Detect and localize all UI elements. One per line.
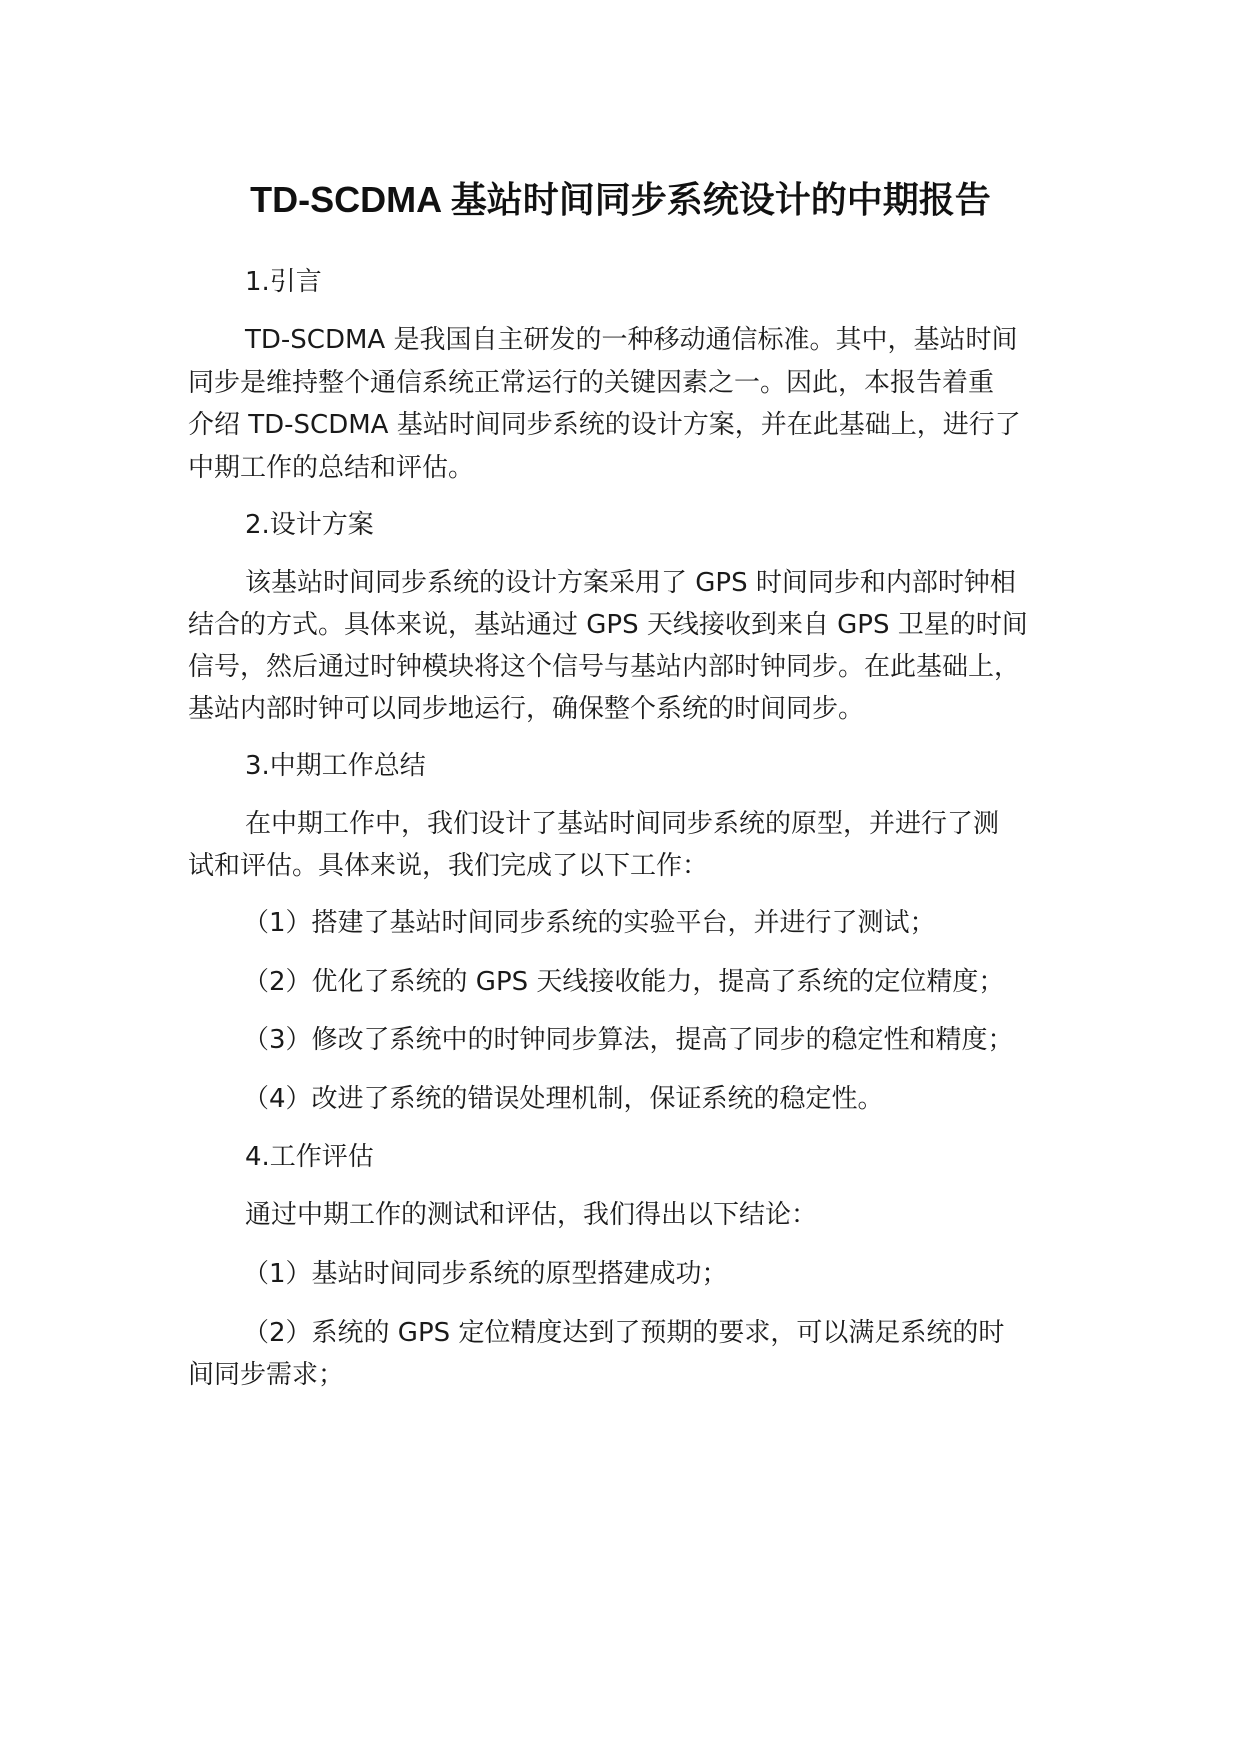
list-item-continuation: 间同步需求； xyxy=(188,1360,345,1390)
paragraph-line: 在中期工作中，我们设计了基站时间同步系统的原型，并进行了测 xyxy=(245,809,1000,839)
paragraph-line: 基站内部时钟可以同步地运行，确保整个系统的时间同步。 xyxy=(188,694,865,724)
paragraph-line: 信号，然后通过时钟模块将这个信号与基站内部时钟同步。在此基础上， xyxy=(188,652,1021,682)
paragraph-line: 通过中期工作的测试和评估，我们得出以下结论： xyxy=(245,1200,818,1230)
list-item: （3）修改了系统中的时钟同步算法，提高了同步的稳定性和精度； xyxy=(243,1025,1014,1055)
section-heading: 4.工作评估 xyxy=(245,1142,374,1172)
list-item: （2）系统的 GPS 定位精度达到了预期的要求，可以满足系统的时 xyxy=(243,1318,1005,1348)
paragraph-line: 同步是维持整个通信系统正常运行的关键因素之一。因此，本报告着重 xyxy=(188,368,995,398)
list-item: （1）基站时间同步系统的原型搭建成功； xyxy=(243,1259,728,1289)
paragraph-line: 该基站时间同步系统的设计方案采用了 GPS 时间同步和内部时钟相 xyxy=(245,568,1016,598)
paragraph-line: 中期工作的总结和评估。 xyxy=(188,453,475,483)
list-item: （1）搭建了基站时间同步系统的实验平台，并进行了测试； xyxy=(243,908,936,938)
paragraph-line: 介绍 TD-SCDMA 基站时间同步系统的设计方案，并在此基础上，进行了 xyxy=(188,410,1021,440)
section-heading: 2.设计方案 xyxy=(245,510,374,540)
document-title: TD-SCDMA 基站时间同步系统设计的中期报告 xyxy=(250,179,991,220)
section-heading: 3.中期工作总结 xyxy=(245,751,426,781)
list-item: （2）优化了系统的 GPS 天线接收能力，提高了系统的定位精度； xyxy=(243,967,1005,997)
list-item: （4）改进了系统的错误处理机制，保证系统的稳定性。 xyxy=(243,1084,884,1114)
paragraph-line: 结合的方式。具体来说，基站通过 GPS 天线接收到来自 GPS 卫星的时间 xyxy=(188,610,1028,640)
paragraph-line: TD-SCDMA 是我国自主研发的一种移动通信标准。其中，基站时间 xyxy=(245,325,1018,355)
paragraph-line: 试和评估。具体来说，我们完成了以下工作： xyxy=(188,851,709,881)
section-heading: 1.引言 xyxy=(245,267,322,297)
